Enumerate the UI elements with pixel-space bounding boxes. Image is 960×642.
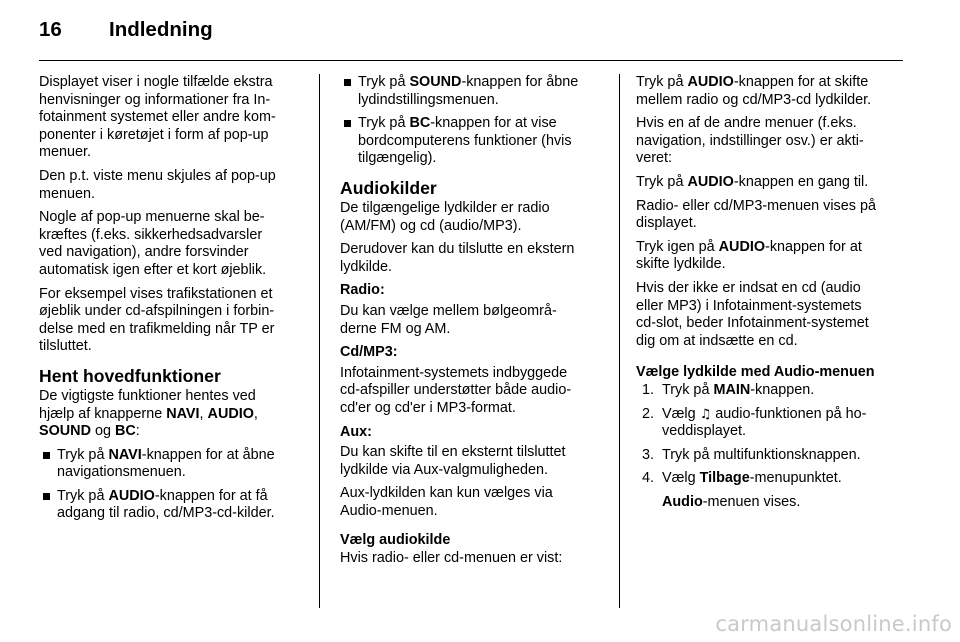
column-2: [340, 74, 608, 568]
section-heading-audio-sources: Audiokilder: [340, 177, 437, 198]
page-title: Indledning: [109, 18, 213, 41]
subheading-select-source: Vælg audiokilde: [340, 532, 451, 549]
column-divider-1: [319, 74, 320, 608]
paragraph-cd-mp3: Infotainment-systemets indbyggede cd-afspiller understøtter både audio- cd'er og cd'er i MP3-format.: [340, 364, 572, 416]
paragraph-external-source: Derudover kan du tilslutte en ekstern lydkilde.: [340, 241, 575, 275]
subheading-audio-menu: Vælge lydkilde med Audio-menuen: [636, 364, 875, 381]
paragraph-no-cd: Hvis der ikke er indsat en cd (audio eller MP3) i Infotainment-systemets cd-slot, beder Infotainment-systemet dig om at indsætte en cd.: [636, 279, 869, 349]
paragraph-radio: Du kan vælge mellem bølgeområ- derne FM og AM.: [340, 302, 557, 337]
bullet-square-icon: [344, 79, 351, 86]
step-4: 4. Vælg Tilbage-menupunktet.: [642, 470, 842, 487]
step-3: 3. Tryk på multifunktionsknappen.: [642, 446, 861, 463]
step-2: 2. Vælg ♫ audio-funktionen på ho- veddisplayet.: [642, 405, 867, 440]
paragraph-popup-example: For eksempel vises trafikstationen et øjeblik under cd-afspilningen i forbin- delse med en trafikmelding når TP er tilsluttet.: [39, 285, 275, 355]
paragraph-popup-hide: Den p.t. viste menu skjules af pop-up menuen.: [39, 167, 276, 202]
label-cd-mp3: Cd/MP3:: [340, 344, 398, 361]
paragraph-main-functions-intro: De vigtigste funktioner hentes ved hjælp af knapperne NAVI, AUDIO, SOUND og BC:: [39, 387, 258, 440]
page-number: 16: [39, 18, 62, 41]
paragraph-popup-intro: Displayet viser i nogle tilfælde ekstra henvisninger og informationer fra In- fotainment systemet eller andre kom- ponenter i køretøjet i form af pop-up menuer.: [39, 74, 276, 161]
bullet-sound: Tryk på SOUND-knappen for åbne lydindstillingsmenuen.: [340, 74, 608, 109]
bullet-bc: Tryk på BC-knappen for at vise bordcomputerens funktioner (hvis tilgængelig).: [340, 115, 608, 168]
column-3: [636, 74, 911, 517]
step-1: 1. Tryk på MAIN-knappen.: [642, 381, 815, 398]
bullet-square-icon: [43, 452, 50, 459]
paragraph-popup-confirm: Nogle af pop-up menuerne skal be- kræftes (f.eks. sikkerhedsadvarsler ved navigation), andre forsvinder automatisk igen efter et kort øjeblik.: [39, 209, 267, 278]
label-radio: Radio:: [340, 282, 385, 299]
paragraph-aux-menu: Aux-lydkilden kan kun vælges via Audio-menuen.: [340, 485, 553, 519]
paragraph-aux: Du kan skifte til en eksternt tilsluttet lydkilde via Aux-valgmuligheden.: [340, 444, 566, 478]
paragraph-menu-shown: Radio- eller cd/MP3-menuen vises på displayet.: [636, 197, 876, 232]
paragraph-audio-sources-intro: De tilgængelige lydkilder er radio (AM/FM) og cd (audio/MP3).: [340, 199, 550, 234]
column-1: [39, 74, 309, 529]
label-aux: Aux:: [340, 423, 372, 440]
bullet-square-icon: [344, 120, 351, 127]
paragraph-audio-switch: Tryk på AUDIO-knappen for at skifte mellem radio og cd/MP3-cd lydkilder.: [636, 74, 872, 108]
bullet-audio: Tryk på AUDIO-knappen for at få adgang til radio, cd/MP3-cd-kilder.: [39, 488, 309, 523]
paragraph-result: Audio-menuen vises.: [662, 493, 801, 510]
music-note-icon: ♫: [699, 406, 712, 422]
bullet-square-icon: [43, 493, 50, 500]
header-divider: [39, 60, 903, 61]
section-heading-main-functions: Hent hovedfunktioner: [39, 365, 221, 386]
paragraph-audio-again: Tryk på AUDIO-knappen en gang til.: [636, 173, 869, 190]
paragraph-audio-switch-source: Tryk igen på AUDIO-knappen for at skifte lydkilde.: [636, 238, 862, 273]
paragraph-other-menu: Hvis en af de andre menuer (f.eks. navigation, indstillinger osv.) er akti- veret:: [636, 115, 864, 167]
bullet-navi: Tryk på NAVI-knappen for at åbne navigationsmenuen.: [39, 447, 309, 482]
watermark: carmanualsonline.info: [715, 612, 952, 636]
paragraph-select-source: Hvis radio- eller cd-menuen er vist:: [340, 550, 563, 567]
column-divider-2: [619, 74, 620, 608]
